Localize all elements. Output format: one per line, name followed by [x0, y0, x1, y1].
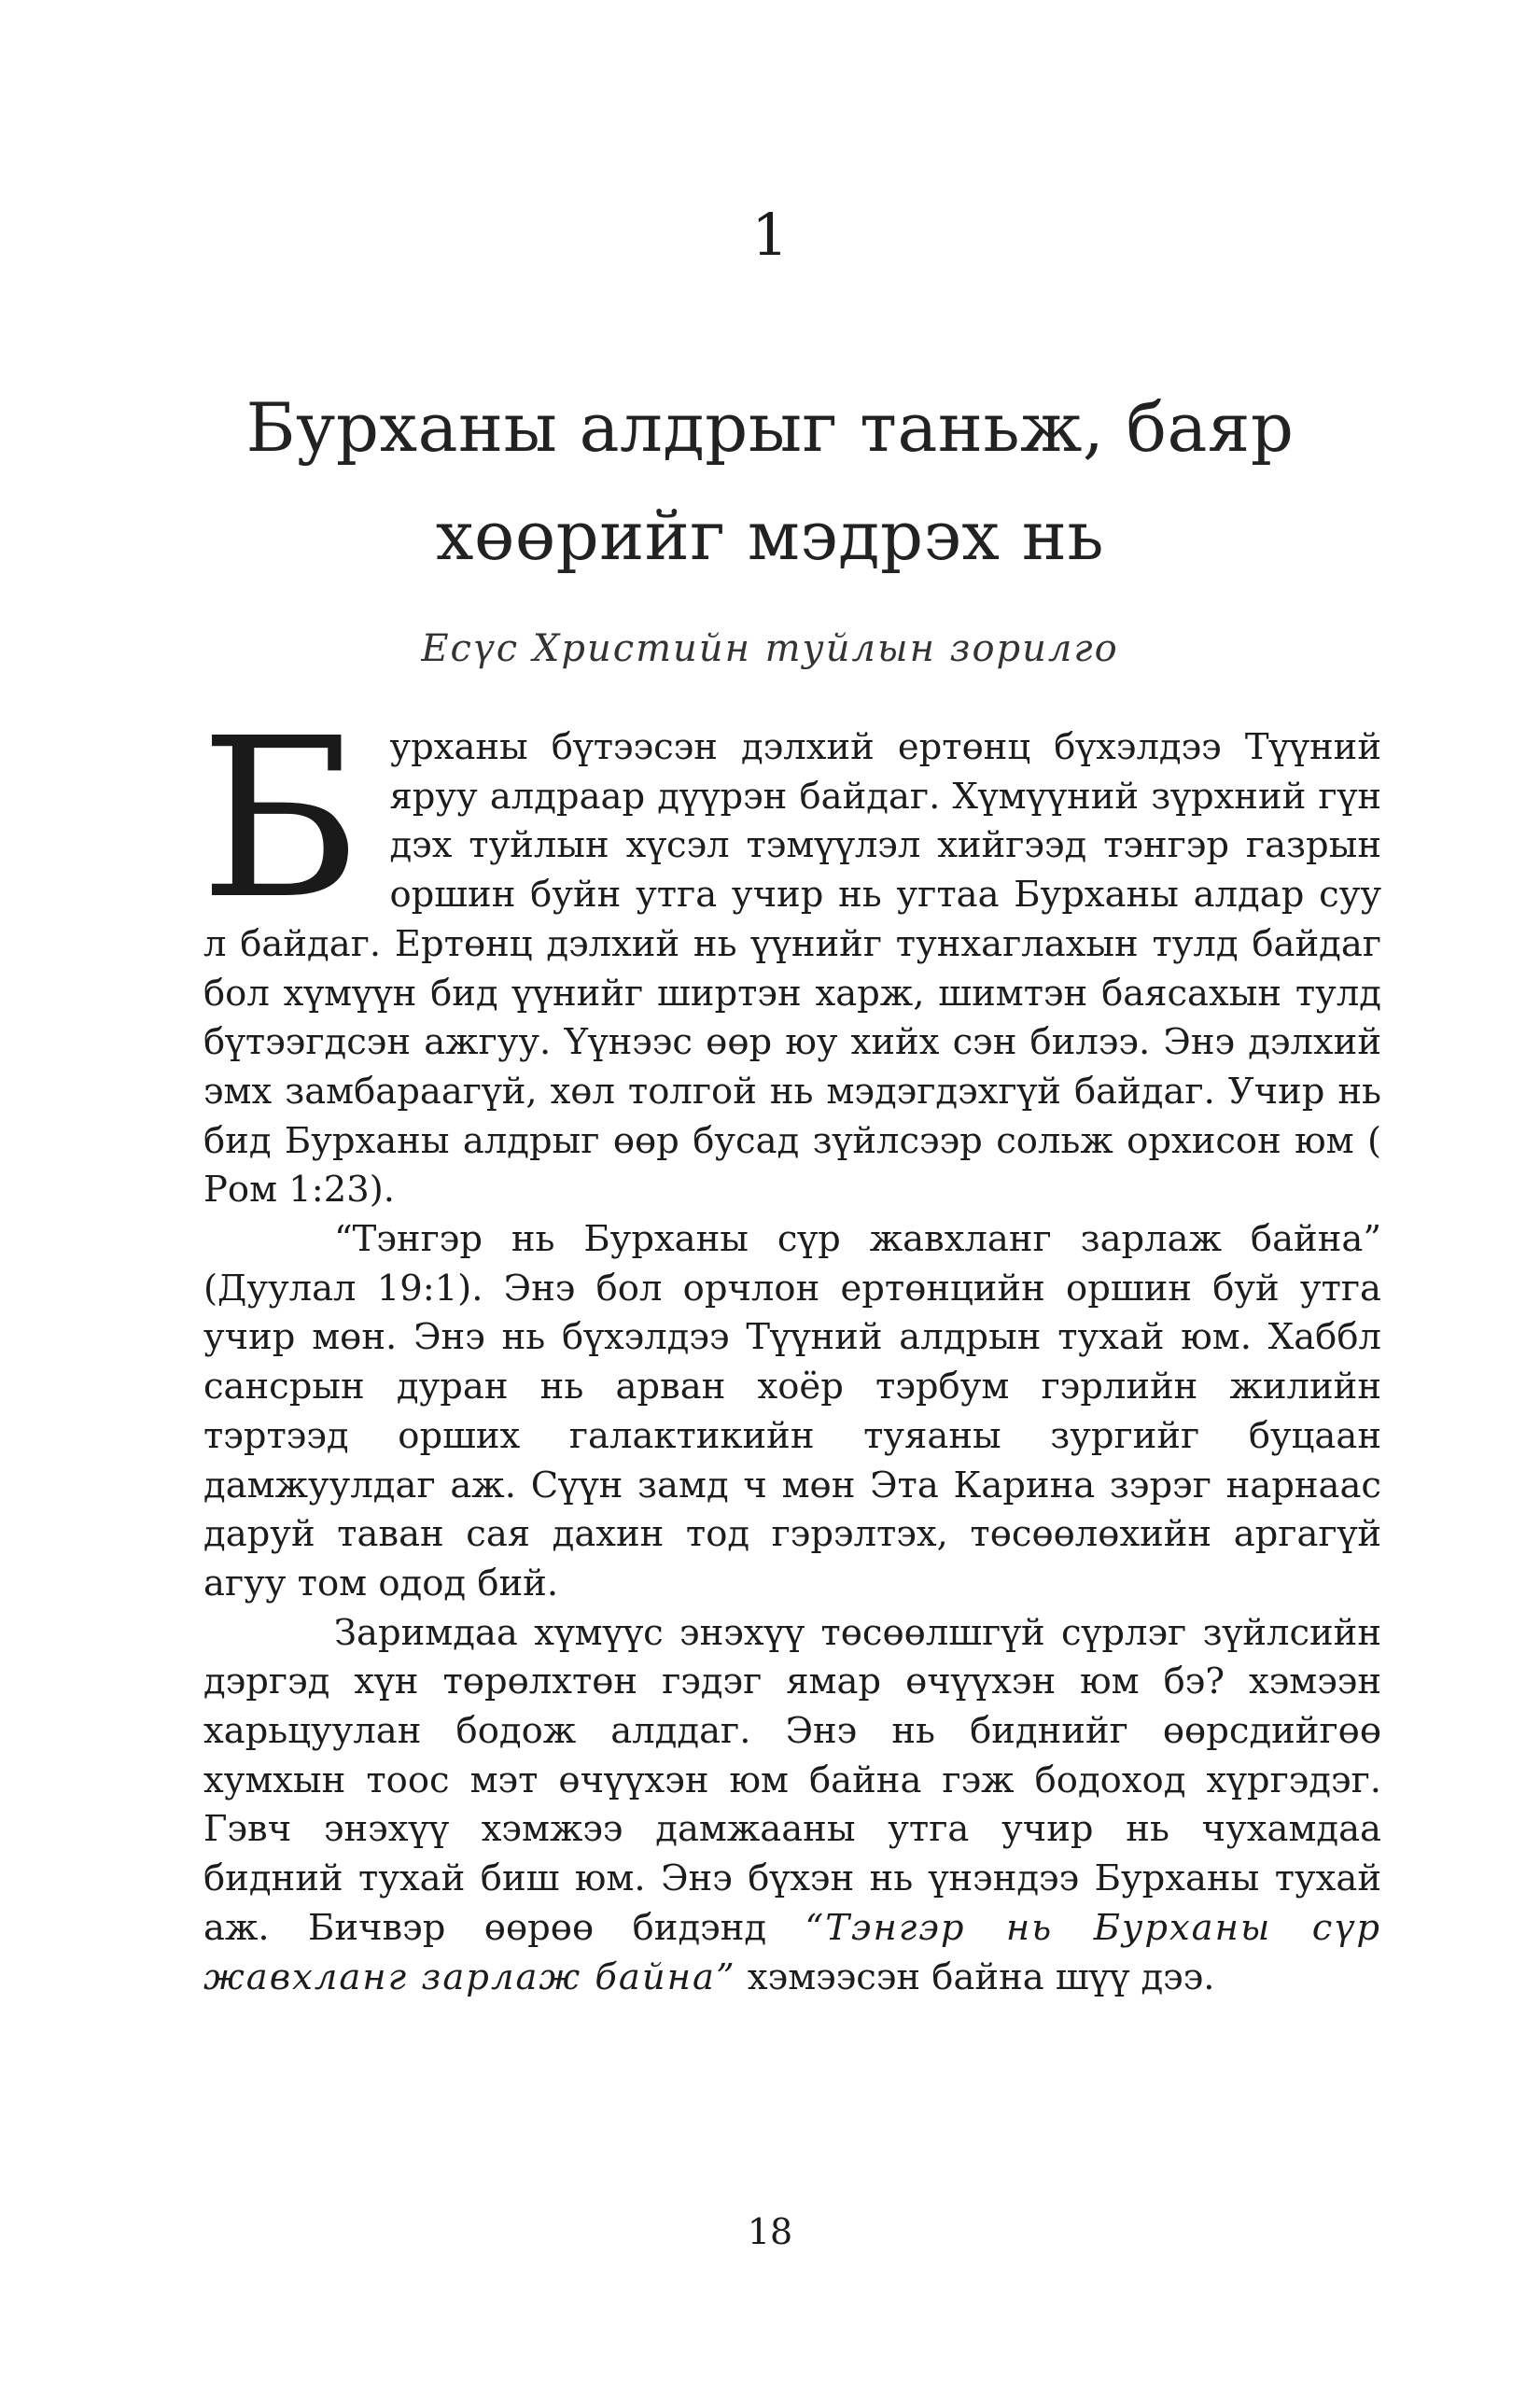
- page-number: 18: [747, 2211, 793, 2252]
- chapter-title-line-1: Бурханы алдрыг таньж, баяр: [245, 388, 1295, 467]
- paragraph-1-text: урханы бүтээсэн дэлхий ертөнц бүхэлдээ Түүний яруу алдраар дүүрэн байдаг. Хүмүүний зүрхний гүн дэх туйлын хүсэл тэмүүлэл хийгээд тэнгэр газрын оршин буйн утга учир нь угтаа Бурханы алдар суу л байдаг. Ертөнц дэлхий нь үүнийг тунхаглахын тулд байдаг бол хүмүүн бид үүнийг ширтэн харж, шимтэн баясахын тулд бүтээгдсэн ажгуу. Үүнээс өөр юу хийх сэн билээ. Энэ дэлхий эмх замбараагүй, хөл толгой нь мэдэгдэхгүй байдаг. Учир нь бид Бурханы алдрыг өөр бусад зүйлсээр сольж орхисон юм ( Ром 1:23).: [203, 726, 1381, 1212]
- drop-cap: Б: [200, 691, 362, 947]
- chapter-title: [187, 373, 1353, 590]
- body-text: [200, 691, 1381, 2002]
- paragraph-1: [200, 691, 1381, 1215]
- chapter-subtitle: Есүс Христийн туйлын зорилго: [421, 627, 1119, 670]
- paragraph-3-quote: “Тэнгэр нь Бурханы сүр жавхланг зарлаж байна”: [203, 1906, 1381, 1998]
- chapter-title-line-2: хөөрийг мэдрэх нь: [435, 497, 1105, 575]
- paragraph-3-text: Заримдаа хүмүүс энэхүү төсөөлшгүй сүрлэг зүйлсийн дэргэд хүн төрөлхтөн гэдэг ямар өчүүхэн юм бэ? хэмээн харьцуулан бодож алддаг. Энэ нь биднийг өөрсдийгөө хумхын тоос мэт өчүүхэн юм байна гэж бодоход хүргэдэг. Гэвч энэхүү хэмжээ дамжааны утга учир нь чухамдаа бидний тухай биш юм. Энэ бүхэн нь үнэндээ Бурханы тухай аж. Бичвэр өөрөө бидэнд: [203, 1611, 1381, 1949]
- paragraph-3: [203, 1609, 1381, 2003]
- chapter-number: 1: [751, 201, 789, 269]
- paragraph-3-end: хэмээсэн байна шүү дээ.: [747, 1955, 1215, 1998]
- paragraph-2: “Тэнгэр нь Бурханы сүр жавхланг зарлаж байна” (Дуулал 19:1). Энэ бол орчлон ертөнцийн оршин буй утга учир мөн. Энэ нь бүхэлдээ Түүний алдрын тухай юм. Хаббл сансрын дуран нь арван хоёр тэрбум гэрлийн жилийн тэртээд орших галактикийн туяаны зургийг буцаан дамжуулдаг аж. Сүүн замд ч мөн Эта Карина зэрэг нарнаас даруй таван сая дахин тод гэрэлтэх, төсөөлөхийн аргагүй агуу том одод бий.: [203, 1218, 1381, 1604]
